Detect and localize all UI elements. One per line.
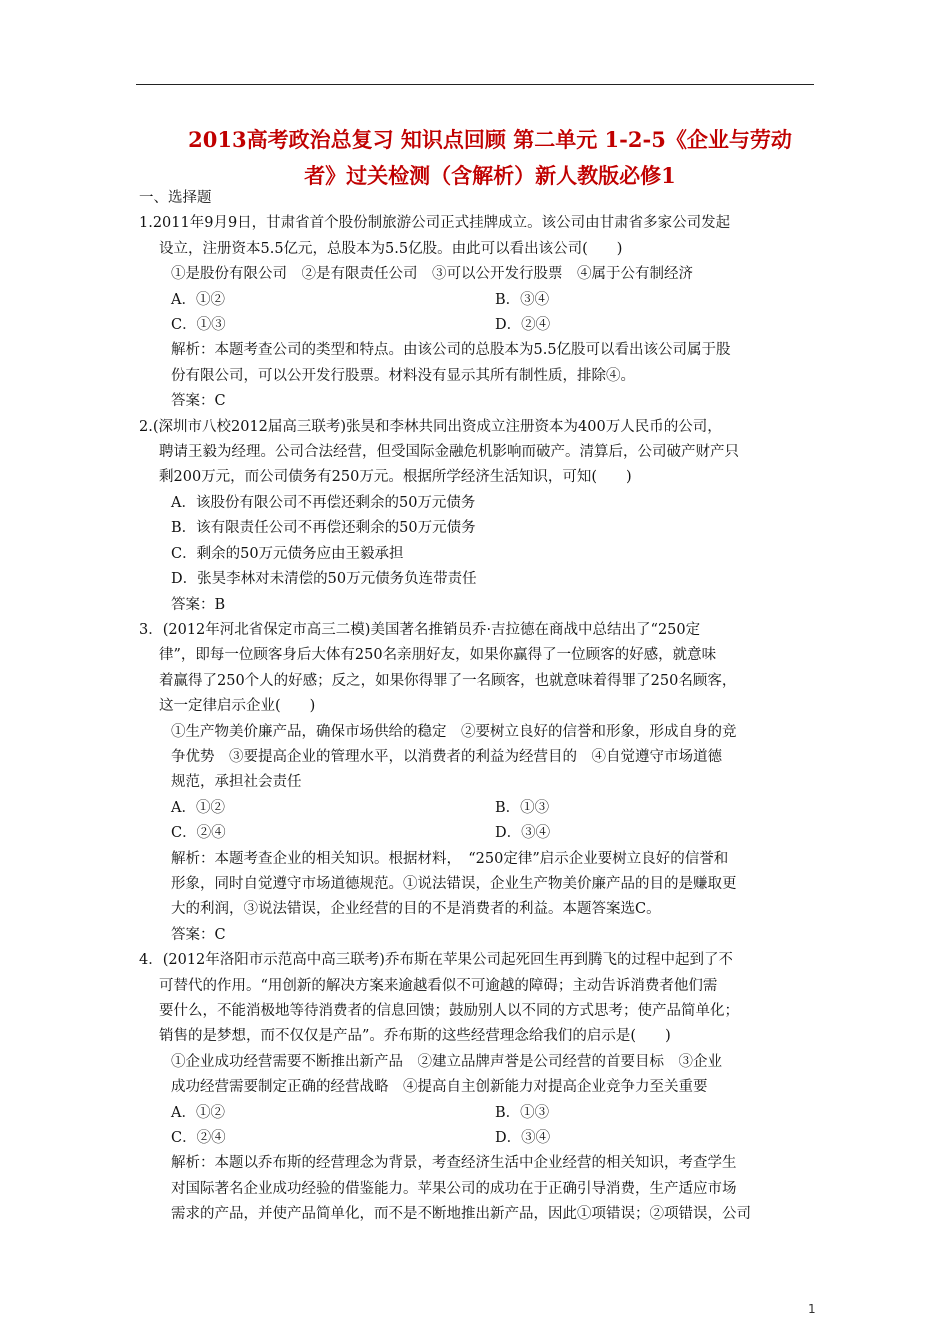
q3-items-line-2: 争优势 ③要提高企业的管理水平，以消费者的利益为经营目的 ④自觉遵守市场道德 — [171, 748, 722, 765]
q1-stem-line-2: 设立，注册资本5.5亿元，总股本为5.5亿股。由此可以看出该公司( ) — [159, 240, 623, 257]
q4-analysis-line-3: 需求的产品，并使产品简单化，而不是不断地推出新产品，因此①项错误；②项错误，公司 — [171, 1206, 751, 1223]
q1-option-a: A．①② — [171, 291, 225, 308]
q3-option-d: D．③④ — [495, 825, 551, 842]
q1-analysis-line-2: 份有限公司，可以公开发行股票。材料没有显示其所有制性质，排除④。 — [171, 367, 635, 384]
q3-analysis-line-2: 形象，同时自觉遵守市场道德规范。①说法错误，企业生产物美价廉产品的目的是赚取更 — [171, 875, 737, 892]
q3-options-row-1 — [139, 796, 819, 821]
q3-option-b: B．①③ — [495, 799, 550, 816]
q1-option-d: D．②④ — [495, 317, 551, 334]
document-body — [139, 186, 819, 1228]
q2-stem-line-3: 剩200万元，而公司债务有250万元。根据所学经济生活知识，可知( ) — [159, 469, 632, 486]
q4-stem-line-3: 要什么，不能消极地等待消费者的信息回馈；鼓励别人以不同的方式思考；使产品简单化； — [159, 1003, 739, 1019]
q4-option-b: B．①③ — [495, 1104, 550, 1121]
q1-stem-line-1: 1.2011年9月9日，甘肃省首个股份制旅游公司正式挂牌成立。该公司由甘肃省多家公司发起 — [139, 215, 731, 232]
q2-option-d: D．张昊李林对未清偿的50万元债务负连带责任 — [171, 571, 477, 588]
q1-options-row-1 — [139, 288, 819, 313]
q4-analysis-line-1: 解析：本题以乔布斯的经营理念为背景，考查经济生活中企业经营的相关知识，考查学生 — [171, 1155, 737, 1172]
q1-option-b: B．③④ — [495, 291, 550, 308]
q4-option-c: C．②④ — [171, 1130, 226, 1147]
q3-option-a: A．①② — [171, 799, 225, 816]
q2-answer: 答案：B — [171, 596, 226, 613]
q3-items-line-3: 规范，承担社会责任 — [171, 774, 302, 791]
q2-option-c: C．剩余的50万元债务应由王毅承担 — [171, 545, 404, 562]
q4-stem-line-1: 4．(2012年洛阳市示范高中高三联考)乔布斯在苹果公司起死回生再到腾飞的过程中起到了不 — [139, 952, 733, 969]
document-title — [150, 122, 830, 194]
q4-stem-line-4: 销售的是梦想，而不仅仅是产品”。乔布斯的这些经营理念给我们的启示是( ) — [159, 1028, 671, 1045]
q3-answer: 答案：C — [171, 926, 226, 943]
q1-option-c: C．①③ — [171, 317, 226, 334]
q4-options-row-2 — [139, 1126, 819, 1151]
q4-analysis-line-2: 对国际著名企业成功经验的借鉴能力。苹果公司的成功在于正确引导消费，生产适应市场 — [171, 1180, 737, 1197]
q3-option-c: C．②④ — [171, 825, 226, 842]
q2-option-b: B．该有限责任公司不再偿还剩余的50万元债务 — [171, 520, 476, 537]
q3-stem-line-1: 3．(2012年河北省保定市高三二模)美国著名推销员乔·吉拉德在商战中总结出了“250定 — [139, 621, 701, 638]
q3-analysis-line-3: 大的利润，③说法错误，企业经营的目的不是消费者的利益。本题答案选C。 — [171, 901, 661, 918]
q1-options-row-2 — [139, 313, 819, 338]
q3-stem-line-4: 这一定律启示企业( ) — [159, 698, 316, 715]
q4-option-d: D．③④ — [495, 1130, 551, 1147]
header-rule — [136, 84, 814, 85]
q4-items-line-2: 成功经营需要制定正确的经营战略 ④提高自主创新能力对提高企业竞争力至关重要 — [171, 1079, 708, 1096]
title-line-2: 者》过关检测（含解析）新人教版必修1 — [304, 163, 676, 188]
q2-stem-line-2: 聘请王毅为经理。公司合法经营，但受国际金融危机影响而破产。清算后，公司破产财产只 — [159, 444, 739, 461]
page-number: 1 — [808, 1302, 816, 1316]
q1-analysis-line-1: 解析：本题考查公司的类型和特点。由该公司的总股本为5.5亿股可以看出该公司属于股 — [171, 342, 731, 359]
section-heading: 一、选择题 — [139, 190, 212, 206]
q1-items: ①是股份有限公司 ②是有限责任公司 ③可以公开发行股票 ④属于公有制经济 — [171, 266, 693, 283]
q4-option-a: A．①② — [171, 1104, 225, 1121]
title-line-1: 2013高考政治总复习 知识点回顾 第二单元 1-2-5《企业与劳动 — [188, 127, 792, 152]
q2-option-a: A．该股份有限公司不再偿还剩余的50万元债务 — [171, 494, 476, 511]
q3-stem-line-3: 着赢得了250个人的好感；反之，如果你得罪了一名顾客，也就意味着得罪了250名顾客， — [159, 672, 737, 689]
q4-stem-line-2: 可替代的作用。“用创新的解决方案来逾越看似不可逾越的障碍；主动告诉消费者他们需 — [159, 977, 718, 994]
q4-options-row-1 — [139, 1101, 819, 1126]
q4-items-line-1: ①企业成功经营需要不断推出新产品 ②建立品牌声誉是公司经营的首要目标 ③企业 — [171, 1053, 722, 1070]
q1-answer: 答案：C — [171, 393, 226, 410]
q3-analysis-line-1: 解析：本题考查企业的相关知识。根据材料， “250定律”启示企业要树立良好的信誉和 — [171, 850, 729, 867]
q3-items-line-1: ①生产物美价廉产品，确保市场供给的稳定 ②要树立良好的信誉和形象，形成自身的竞 — [171, 723, 737, 740]
q3-options-row-2 — [139, 821, 819, 846]
q3-stem-line-2: 律”，即每一位顾客身后大体有250名亲朋好友，如果你赢得了一位顾客的好感，就意味 — [159, 647, 717, 664]
q2-stem-line-1: 2.(深圳市八校2012届高三联考)张昊和李林共同出资成立注册资本为400万人民币的公司， — [139, 418, 722, 435]
